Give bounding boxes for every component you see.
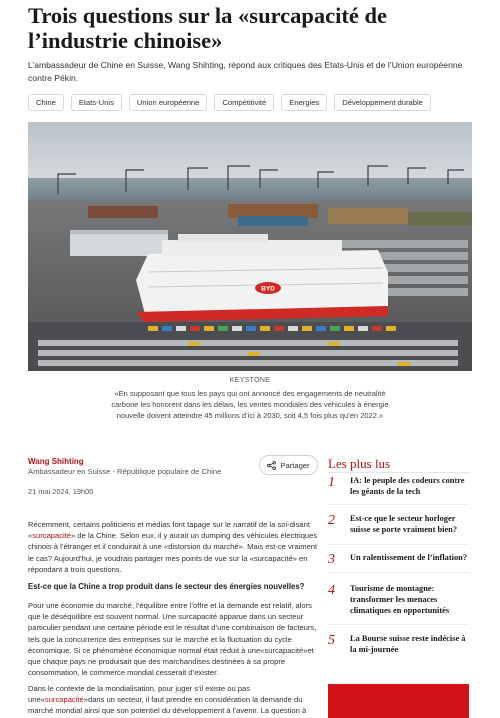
tag-competitivite[interactable]: Compétitivité: [214, 94, 274, 111]
rank-number: 3: [328, 552, 335, 567]
most-read-headline[interactable]: Est-ce que le secteur horloger suisse se porte vraiment bien?: [350, 514, 458, 534]
divider: [328, 504, 470, 505]
article-headline: Trois questions sur la «surcapacité de l’industrie chinoise»: [28, 3, 388, 53]
paragraph-text: » de la Chine. Selon eux, il y aurait un dumping des véhicules électriques chinois à l’étranger et il conduirait à une «distorsion du marché». Mais est-ce vraiment le cas? Aujourd’hui, je voudrais partager mes points de vue sur la «surcapacité» en répondant à trois questions.: [28, 531, 318, 574]
divider: [328, 544, 470, 545]
rank-number: 5: [328, 633, 335, 648]
rank-number: 4: [328, 583, 335, 598]
author-role: Ambassadeur en Suisse - République populaire de Chine: [28, 467, 222, 476]
paragraph-text: Récemment, certains politiciens et médias font tapage sur le narratif de la soi-disant «: [28, 520, 310, 541]
tag-chine[interactable]: Chine: [28, 94, 64, 111]
ship-brand-label: BYD: [261, 285, 275, 293]
publish-date: 21 mai 2024, 19h00: [28, 487, 94, 496]
most-read-headline[interactable]: Tourisme de montagne: transformer les menaces climatiques en opportunités: [350, 584, 450, 615]
divider: [328, 572, 470, 573]
port-ship-illustration: [28, 122, 472, 371]
most-read-title: Les plus lus: [328, 456, 391, 471]
tag-developpement-durable[interactable]: Développement durable: [334, 94, 431, 111]
article-paragraph-1: [28, 519, 318, 575]
most-read-item[interactable]: [328, 584, 473, 616]
surcapacite-link-2[interactable]: surcapacité: [44, 695, 84, 705]
article-paragraph-2: Pour une économie du marché, l’équilibre entre l’offre et la demande est relatif, alors que le déséquilibre est souvent normal. Une surcapacité apparue dans un secteur particulier pendant une certaine période est le résultat d’une combinaison de facteurs, tels que la concurrence des entreprises sur le marché et la fluctuation du cycle économique. Si ce phénomène économique normal était réduit à une«surcapacité»et que chaque pays ne produisait que des marchandises destinées à sa propre consommation, le commerce mondial cesserait d’exister.: [28, 601, 317, 678]
most-read-headline[interactable]: IA: le peuple des codeurs contre les géants de la tech: [350, 476, 465, 496]
rank-number: 2: [328, 513, 335, 528]
question-heading-1: Est-ce que la Chine a trop produit dans le secteur des énergies nouvelles?: [28, 582, 305, 591]
most-read-item[interactable]: [328, 514, 473, 536]
most-read-headline[interactable]: Un ralentissement de l’inflation?: [350, 553, 468, 562]
share-button[interactable]: [259, 455, 318, 475]
tag-union-europeenne[interactable]: Union européenne: [129, 94, 208, 111]
advertisement-banner[interactable]: [328, 684, 469, 718]
rank-number: 1: [328, 475, 335, 490]
surcapacite-link[interactable]: surcapacité: [32, 531, 72, 541]
most-read-headline[interactable]: La Bourse suisse reste indécise à la mi-journée: [350, 634, 466, 654]
share-label: Partager: [280, 460, 310, 470]
tag-energies[interactable]: Energies: [281, 94, 327, 111]
most-read-item[interactable]: [328, 634, 473, 656]
share-icon: [267, 461, 276, 470]
article-photo: [28, 122, 472, 371]
article-lead: L’ambassadeur de Chine en Suisse, Wang Shihting, répond aux critiques des Etats-Unis et de l’Union européenne contre Pékin.: [28, 60, 463, 83]
divider: [328, 472, 470, 473]
tag-etats-unis[interactable]: Etats-Unis: [71, 94, 122, 111]
article-paragraph-3: [28, 683, 318, 717]
divider: [328, 624, 470, 625]
most-read-item[interactable]: [328, 476, 473, 498]
paragraph-text: »dans un secteur, il faut prendre en considération la demande du marché mondial ainsi que son potentiel du développement à l’avenir. La question à: [28, 695, 307, 716]
paragraph-text: Dans le contexte de la mondialisation, pour juger s’il existe ou pas une«: [28, 684, 251, 705]
photo-credit: KEYSTONE: [229, 377, 271, 384]
tag-list: [28, 94, 478, 111]
author-name[interactable]: Wang Shihting: [28, 457, 84, 466]
photo-caption: «En supposant que tous les pays qui ont annoncé des engagements de neutralité carbone les honorent dans les délais, les ventes mondiales des véhicules à énergie nouvelle doivent atteindre 45 millions d’ici à 2030, soit 4,5 fois plus qu’en 2022.»: [111, 389, 389, 420]
most-read-item[interactable]: [328, 553, 473, 567]
